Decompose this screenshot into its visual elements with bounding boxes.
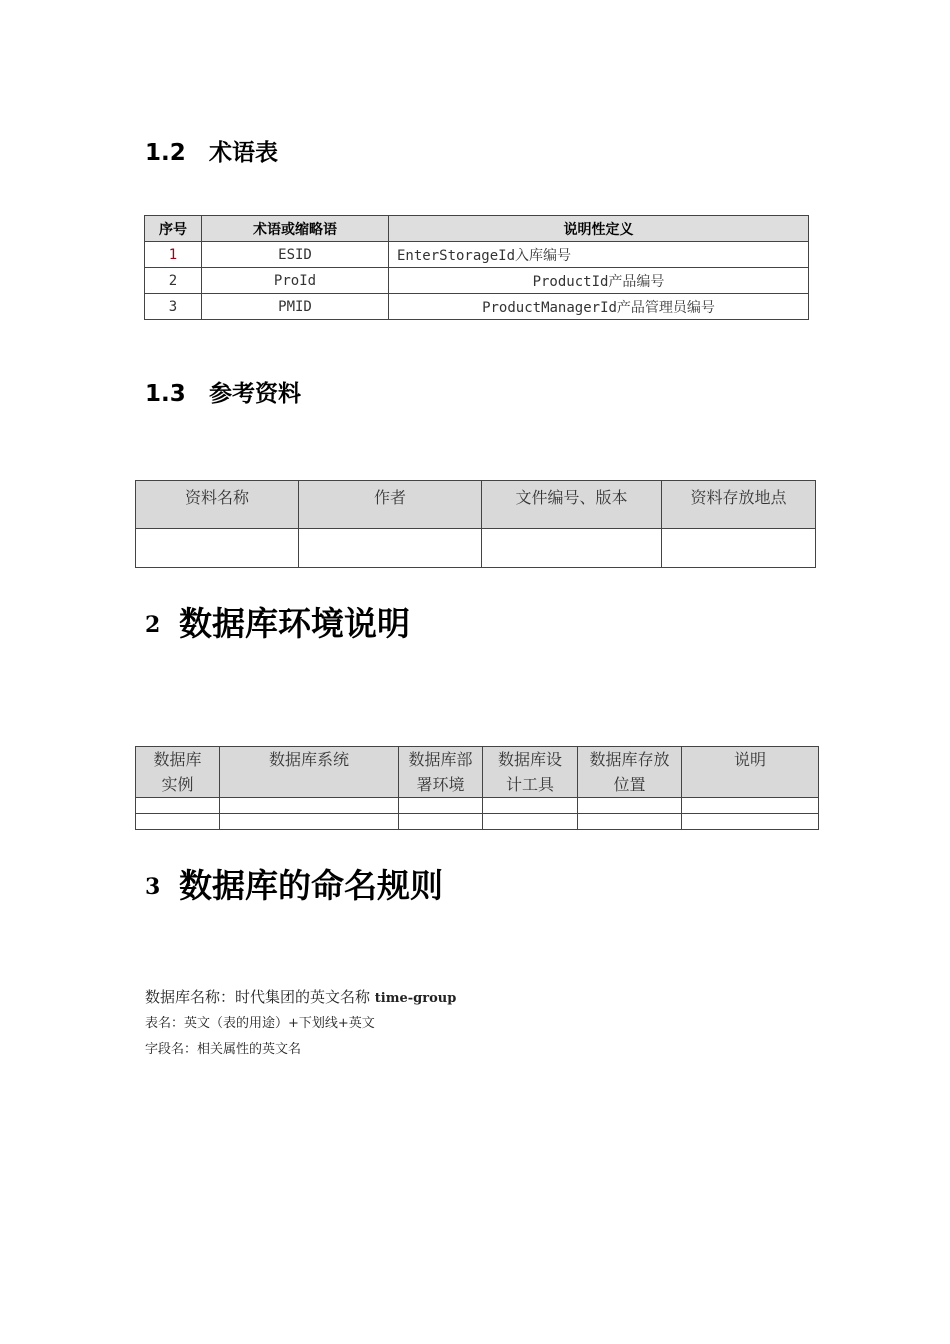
section-number: 1.3 xyxy=(145,381,186,407)
empty-cell xyxy=(483,814,578,830)
header-location: 资料存放地点 xyxy=(662,481,816,529)
header-index: 序号 xyxy=(145,216,202,242)
table-row xyxy=(145,268,809,294)
row-term: PMID xyxy=(202,294,389,320)
header-system: 数据库系统 xyxy=(220,747,399,798)
section-title: 参考资料 xyxy=(209,381,301,407)
table-row xyxy=(136,529,816,568)
db-name-value: time-group xyxy=(374,991,457,1006)
table-row xyxy=(145,242,809,268)
row-index: 1 xyxy=(145,242,202,268)
header-instance: 数据库实例 xyxy=(136,747,220,798)
row-index: 2 xyxy=(145,268,202,294)
empty-cell xyxy=(399,798,483,814)
header-deploy-env: 数据库部署环境 xyxy=(399,747,483,798)
row-term: ProId xyxy=(202,268,389,294)
db-name-label: 数据库名称：时代集团的英文名称 xyxy=(145,988,371,1006)
section-heading-1-2 xyxy=(145,134,278,167)
section-number: 2 xyxy=(145,612,161,638)
empty-cell xyxy=(578,798,682,814)
header-doc-number: 文件编号、版本 xyxy=(482,481,662,529)
row-definition: ProductId产品编号 xyxy=(389,268,809,294)
table-name-rule: 表名：英文（表的用途）+下划线+英文 xyxy=(145,1016,375,1031)
table-header-row xyxy=(136,481,816,529)
header-description: 说明 xyxy=(682,747,819,798)
empty-cell xyxy=(399,814,483,830)
field-name-rule: 字段名：相关属性的英文名 xyxy=(145,1042,302,1057)
glossary-table xyxy=(144,215,809,320)
row-index: 3 xyxy=(145,294,202,320)
empty-cell xyxy=(136,798,220,814)
section-number: 3 xyxy=(145,874,161,900)
section-title: 数据库环境说明 xyxy=(179,604,410,643)
row-definition: ProductManagerId产品管理员编号 xyxy=(389,294,809,320)
section-number: 1.2 xyxy=(145,140,186,166)
db-name-rule xyxy=(145,986,456,1007)
row-term: ESID xyxy=(202,242,389,268)
header-author: 作者 xyxy=(299,481,482,529)
row-definition: EnterStorageId入库编号 xyxy=(389,242,809,268)
empty-cell xyxy=(482,529,662,568)
empty-cell xyxy=(299,529,482,568)
empty-cell xyxy=(578,814,682,830)
table-row xyxy=(136,814,819,830)
references-table xyxy=(135,480,816,568)
empty-cell xyxy=(220,798,399,814)
empty-cell xyxy=(136,529,299,568)
section-title: 术语表 xyxy=(209,140,278,166)
section-heading-2 xyxy=(145,598,410,645)
header-design-tool: 数据库设计工具 xyxy=(483,747,578,798)
empty-cell xyxy=(220,814,399,830)
table-row xyxy=(136,798,819,814)
header-storage-location: 数据库存放位置 xyxy=(578,747,682,798)
table-header-row xyxy=(136,747,819,798)
empty-cell xyxy=(136,814,220,830)
section-heading-1-3 xyxy=(145,375,301,408)
section-title: 数据库的命名规则 xyxy=(179,866,443,905)
section-heading-3 xyxy=(145,860,443,907)
header-doc-name: 资料名称 xyxy=(136,481,299,529)
empty-cell xyxy=(682,798,819,814)
table-row xyxy=(145,294,809,320)
empty-cell xyxy=(662,529,816,568)
header-definition: 说明性定义 xyxy=(389,216,809,242)
empty-cell xyxy=(483,798,578,814)
header-term: 术语或缩略语 xyxy=(202,216,389,242)
table-header-row xyxy=(145,216,809,242)
empty-cell xyxy=(682,814,819,830)
environment-table xyxy=(135,746,819,830)
